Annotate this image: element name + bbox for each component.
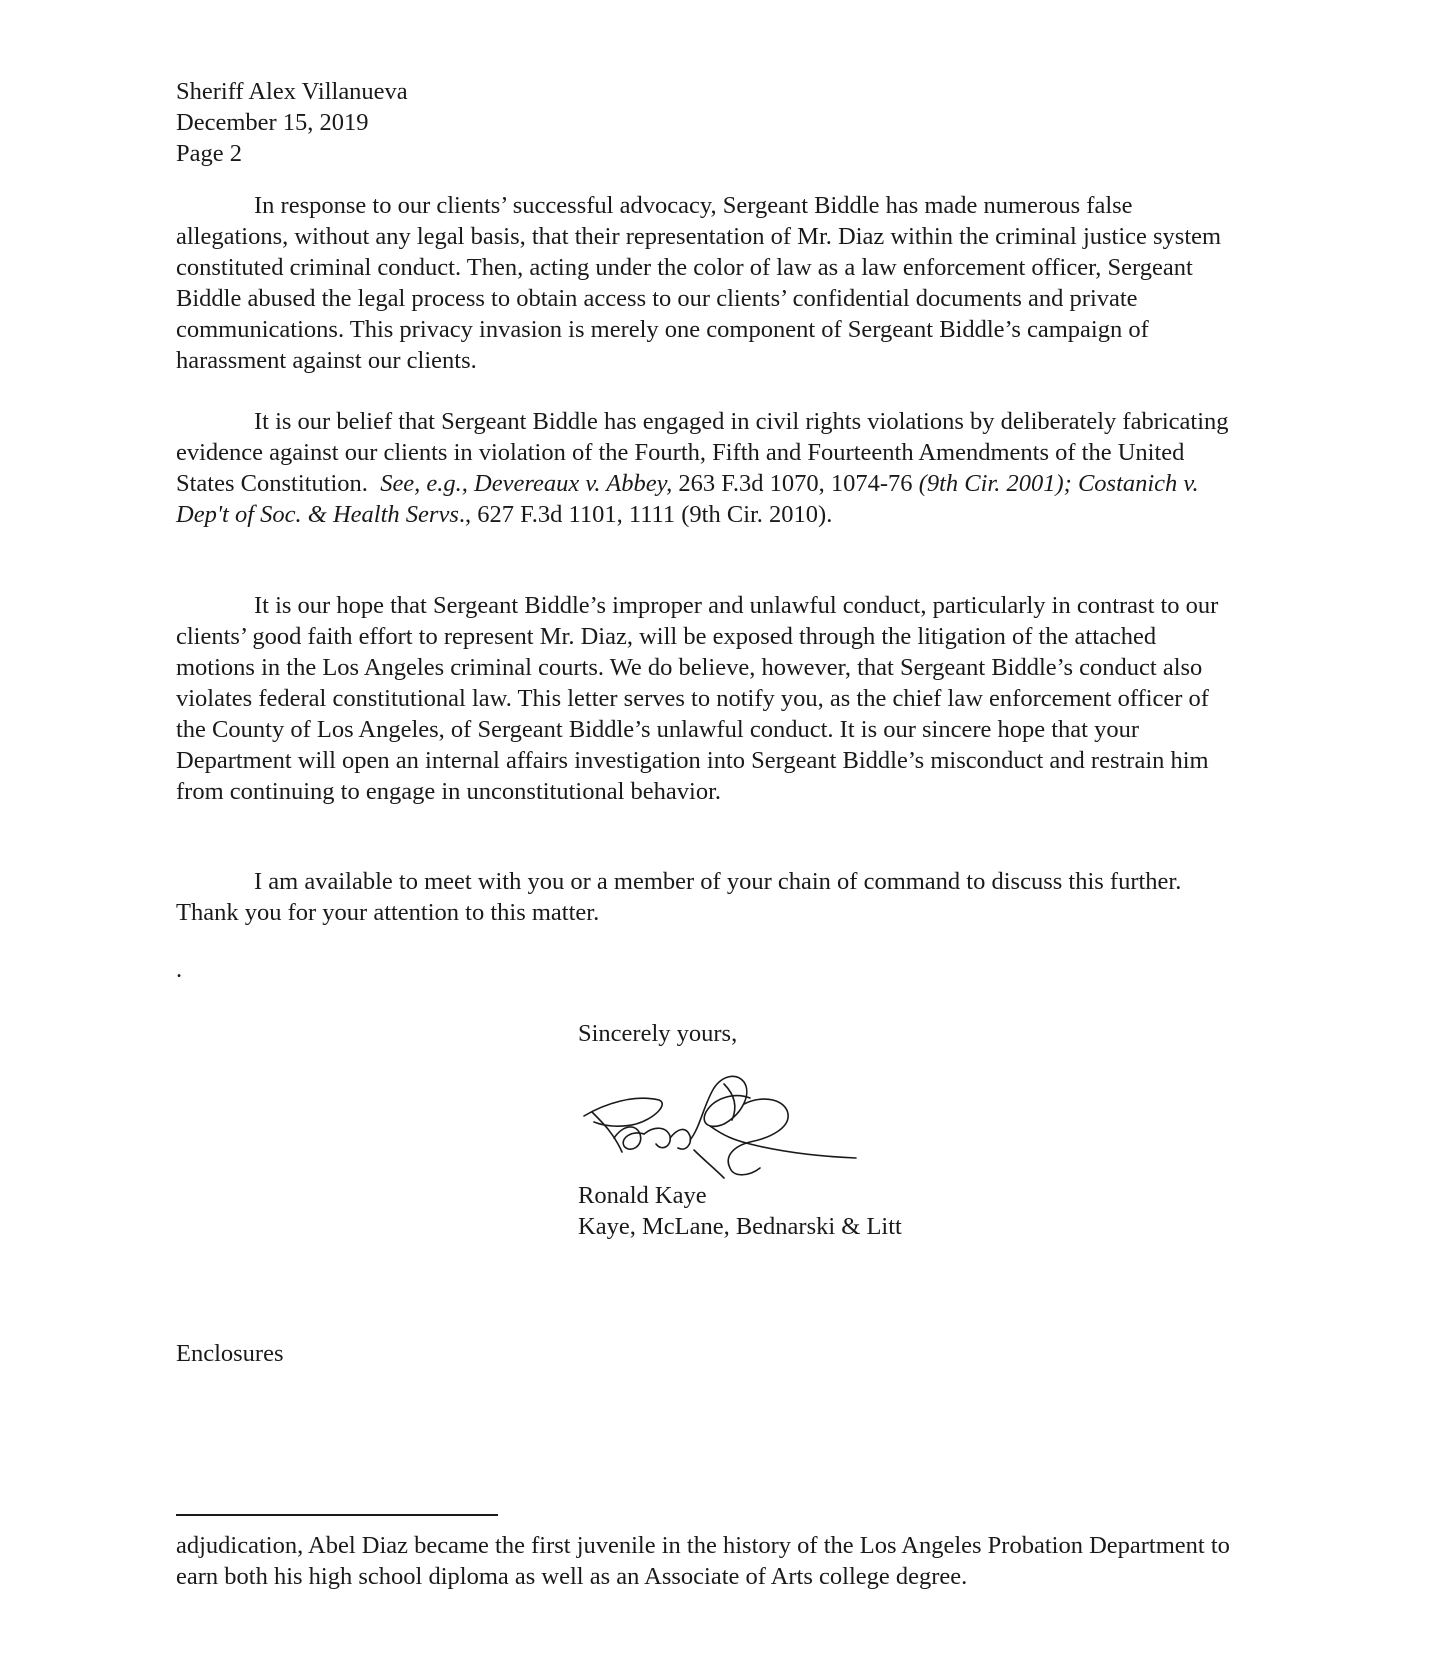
footnote-divider: [176, 1514, 498, 1516]
letter-page: [176, 76, 1236, 1590]
citation-court-1: (9th Cir. 2001); Costanich v. Dep't of Soc. & Health Servs: [176, 470, 1199, 528]
signature-image: [574, 1064, 864, 1194]
letter-header: [176, 76, 1236, 169]
closing-salutation: Sincerely yours,: [578, 1020, 738, 1047]
enclosures-label: Enclosures: [176, 1340, 284, 1367]
paragraph-availability: I am available to meet with you or a member of your chain of command to discuss this further. Thank you for your attention to this matter.: [176, 868, 1182, 926]
page-number-line: Page 2: [176, 140, 242, 167]
citation-reporter-2: ., 627 F.3d 1101, 1111 (9th Cir. 2010).: [458, 501, 833, 528]
citation-signal: See, e.g., Devereaux v. Abbey,: [380, 470, 673, 497]
paragraph-hope: It is our hope that Sergeant Biddle’s improper and unlawful conduct, particularly in contrast to our clients’ good faith effort to represent Mr. Diaz, will be exposed through the litigation of the attached motions in the Los Angeles criminal courts. We do believe, however, that Sergeant Biddle’s conduct also violates federal constitutional law. This letter serves to notify you, as the chief law enforcement officer of the County of Los Angeles, of Sergeant Biddle’s unlawful conduct. It is our sincere hope that your Department will open an internal affairs investigation into Sergeant Biddle’s misconduct and restrain him from continuing to engage in unconstitutional behavior.: [176, 592, 1219, 805]
signer-firm: Kaye, McLane, Bednarski & Litt: [578, 1213, 902, 1240]
date-line: December 15, 2019: [176, 109, 369, 136]
paragraph-advocacy: In response to our clients’ successful advocacy, Sergeant Biddle has made numerous false allegations, without any legal basis, that their representation of Mr. Diaz within the criminal justice system constituted criminal conduct. Then, acting under the color of law as a law enforcement officer, Sergeant Biddle abused the legal process to obtain access to our clients’ confidential documents and private communications. This privacy invasion is merely one component of Sergeant Biddle’s campaign of harassment against our clients.: [176, 192, 1222, 374]
paragraph-civil-rights-text: It is our belief that Sergeant Biddle has engaged in civil rights violations by deliberately fabricating evidence against our clients in violation of the Fourth, Fifth and Fourteenth Amendments of the United States Constitution.: [176, 408, 1229, 497]
footnote-text: adjudication, Abel Diaz became the first juvenile in the history of the Los Angeles Probation Department to earn both his high school diploma as well as an Associate of Arts college degree.: [176, 1532, 1230, 1590]
signer-name: Ronald Kaye: [578, 1182, 707, 1209]
signer-block: [578, 1180, 902, 1242]
citation-reporter-1: 263 F.3d 1070, 1074-76: [678, 470, 913, 497]
paragraph-civil-rights: [176, 406, 1236, 530]
stray-mark: .: [176, 956, 183, 983]
recipient-line: Sheriff Alex Villanueva: [176, 78, 408, 105]
